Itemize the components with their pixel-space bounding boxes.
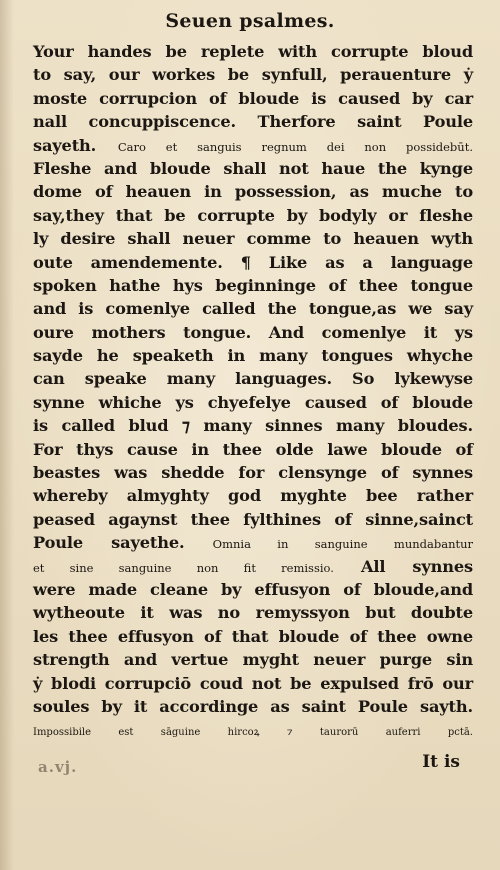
line-text: dome of heauen in possession, as muche to (33, 182, 473, 202)
line-text: nall concuppiscence. Therfore saint Poule (33, 112, 473, 132)
line-text: whereby almyghty god myghte bee rather (33, 486, 473, 506)
line-text: spoken hathe hys beginninge of thee tongue (33, 275, 473, 295)
line-text: oute amendemente. ¶ Like as a language (33, 252, 473, 272)
text-line (33, 367, 473, 390)
text-line (33, 555, 473, 578)
line-text: Your handes be replete with corrupte bloud (33, 42, 473, 61)
text-line (33, 508, 473, 531)
text-line (33, 157, 473, 180)
line-text: Poule sayethe. (33, 533, 185, 553)
latin-quotation: et sine sanguine non fit remissio. (33, 560, 334, 575)
line-text: moste corrupcion of bloude is caused by car (33, 88, 473, 108)
text-line (33, 110, 473, 133)
text-line (33, 87, 473, 110)
text-line (33, 204, 473, 227)
text-line (33, 251, 473, 274)
running-head: Seuen psalmes. (165, 10, 335, 32)
line-text: can speake many languages. So lykewyse (33, 369, 473, 389)
text-line (33, 484, 473, 507)
line-text: and is comenlye called the tongue,as we say (33, 299, 473, 319)
text-line (33, 718, 473, 741)
line-text: say,they that be corrupte by bodyly or fleshe (33, 205, 473, 225)
catchword: It is (422, 752, 460, 772)
text-line (33, 40, 473, 63)
line-text: beastes was shedde for clensynge of synnes (33, 463, 473, 483)
line-text: ly desire shall neuer comme to heauen wyth (33, 229, 473, 249)
text-line (33, 648, 473, 671)
line-text: were made cleane by effusyon of bloude,and (33, 579, 473, 599)
text-line (33, 414, 473, 437)
text-line (33, 625, 473, 648)
latin-quotation: Impossibile est sāguine hircoꝝ ⁊ taurorū auferri pctā. (33, 727, 473, 739)
line-text: wytheoute it was no remyssyon but doubte (33, 603, 473, 623)
line-text: to say, our workes be synfull, perauenture ẏ (33, 65, 473, 85)
text-line (33, 344, 473, 367)
text-line (33, 531, 473, 554)
line-text: All synnes (360, 556, 473, 576)
text-line (33, 274, 473, 297)
line-text: sayde he speaketh in many tongues whyche (33, 346, 473, 366)
line-text: Fleshe and bloude shall not haue the kynge (33, 158, 473, 178)
line-text: peased agaynst thee fylthines of sinne,sainct (33, 509, 473, 529)
signature-mark: a.vj. (38, 758, 78, 776)
text-line (33, 297, 473, 320)
text-line (33, 461, 473, 484)
line-text: oure mothers tongue. And comenlye it ys (33, 322, 473, 342)
page-gutter-shadow (0, 0, 14, 870)
text-line (33, 672, 473, 695)
body-text (33, 40, 473, 742)
line-text: soules by it accordinge as saint Poule sayth. (33, 696, 473, 716)
line-text: les thee effusyon of that bloude of thee owne (33, 626, 473, 646)
text-line (33, 134, 473, 157)
text-line (33, 695, 473, 718)
latin-quotation: Caro et sanguis regnum dei non possidebūt. (117, 139, 473, 154)
text-line (33, 438, 473, 461)
latin-quotation: Omnia in sanguine mundabantur (212, 537, 473, 552)
text-line (33, 601, 473, 624)
text-line (33, 391, 473, 414)
text-line (33, 227, 473, 250)
text-line (33, 321, 473, 344)
line-text: synne whiche ys chyefelye caused of bloude (33, 392, 473, 412)
line-text: strength and vertue myght neuer purge sin (33, 650, 473, 670)
line-text: is called blud ⁊ many sinnes many bloudes. (33, 416, 473, 436)
line-text: For thys cause in thee olde lawe bloude of (33, 439, 473, 459)
text-line (33, 63, 473, 86)
text-line (33, 180, 473, 203)
text-line (33, 578, 473, 601)
line-text: ẏ blodi corrupciō coud not be expulsed frō our (33, 673, 473, 693)
line-text: sayeth. (33, 135, 97, 155)
